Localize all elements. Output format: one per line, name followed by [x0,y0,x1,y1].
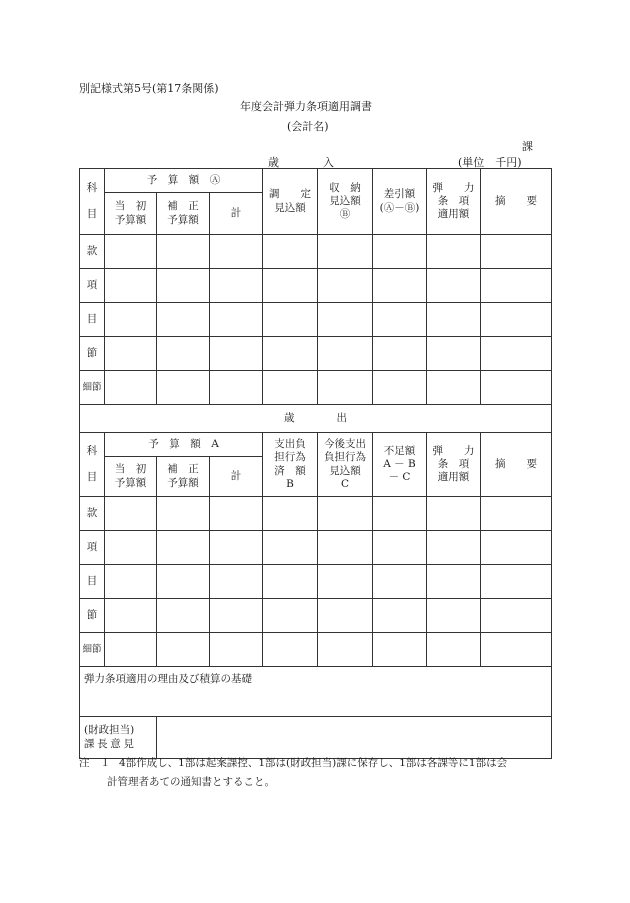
expenditure-executed-header: 支出負 担行為 済 額 B [263,433,318,497]
revenue-cell[interactable] [105,337,157,371]
revenue-cell[interactable] [373,337,427,371]
expenditure-row-label: 項 [80,531,105,565]
revenue-cell[interactable] [373,371,427,405]
note-label: 注 １ [79,757,111,769]
elastic-reason-field[interactable] [80,667,552,717]
revenue-cell[interactable] [481,337,552,371]
revenue-cell[interactable] [263,269,318,303]
revenue-cell[interactable] [157,303,210,337]
revenue-cell[interactable] [373,235,427,269]
expenditure-row-label: 目 [80,565,105,599]
expenditure-cell[interactable] [427,497,481,531]
expenditure-cell[interactable] [105,599,157,633]
expenditure-cell[interactable] [427,599,481,633]
expenditure-cell[interactable] [373,497,427,531]
expenditure-cell[interactable] [318,531,373,565]
revenue-cell[interactable] [427,303,481,337]
expenditure-cell[interactable] [481,497,552,531]
revenue-elastic-header: 弾 力 条 項 適用額 [427,169,481,235]
revenue-row-label: 項 [80,269,105,303]
revenue-budget-header: 予 算 額 Ⓐ [105,169,263,193]
expenditure-cell[interactable] [105,531,157,565]
revenue-cell[interactable] [157,235,210,269]
expenditure-cell[interactable] [373,633,427,667]
revenue-row-label: 款 [80,235,105,269]
expenditure-cell[interactable] [318,497,373,531]
revenue-subject-header: 科 目 [80,169,105,235]
expenditure-cell[interactable] [157,633,210,667]
note-line-1: 4部作成し、1部は起案課控、1部は(財政担当)課に保存し、1部は各課等に1部は会 [119,757,508,769]
expenditure-remarks-header: 摘 要 [481,433,552,497]
revenue-cell[interactable] [210,269,263,303]
expenditure-cell[interactable] [210,633,263,667]
expenditure-row-label: 細節 [80,633,105,667]
expenditure-cell[interactable] [210,497,263,531]
revenue-initial-header: 当 初 予算額 [105,193,157,235]
elastic-reason-label: 弾力条項適用の理由及び積算の基礎 [84,673,252,685]
expenditure-cell[interactable] [427,531,481,565]
revenue-supplementary-header: 補 正 予算額 [157,193,210,235]
revenue-remarks-header: 摘 要 [481,169,552,235]
revenue-cell[interactable] [427,371,481,405]
expenditure-cell[interactable] [157,531,210,565]
revenue-cell[interactable] [263,371,318,405]
expenditure-future-header: 今後支出 負担行為 見込額 C [318,433,373,497]
revenue-cell[interactable] [318,269,373,303]
revenue-section-label: 歳 入 [268,156,334,169]
department-label: 課 [522,140,533,153]
expenditure-section-label: 歳 出 [80,405,552,433]
expenditure-cell[interactable] [105,565,157,599]
expenditure-cell[interactable] [263,633,318,667]
revenue-cell[interactable] [105,303,157,337]
revenue-cell[interactable] [318,235,373,269]
revenue-cell[interactable] [427,269,481,303]
expenditure-total-header: 計 [210,457,263,497]
revenue-cell[interactable] [210,371,263,405]
elastic-clause-form [79,168,552,759]
form-number: 別記様式第5号(第17条関係) [79,82,219,95]
note-line-2: 計管理者あての通知書とすること。 [107,776,275,788]
expenditure-cell[interactable] [427,565,481,599]
expenditure-row-label: 款 [80,497,105,531]
revenue-row-label: 節 [80,337,105,371]
revenue-cell[interactable] [318,303,373,337]
revenue-cell[interactable] [481,303,552,337]
expenditure-cell[interactable] [373,565,427,599]
revenue-cell[interactable] [263,337,318,371]
revenue-cell[interactable] [318,337,373,371]
expenditure-cell[interactable] [263,531,318,565]
revenue-cell[interactable] [481,269,552,303]
revenue-received-header: 収 納 見込額 Ⓑ [318,169,373,235]
expenditure-cell[interactable] [481,599,552,633]
revenue-cell[interactable] [210,235,263,269]
expenditure-cell[interactable] [105,497,157,531]
expenditure-cell[interactable] [157,565,210,599]
expenditure-cell[interactable] [318,565,373,599]
revenue-cell[interactable] [157,337,210,371]
revenue-cell[interactable] [263,303,318,337]
expenditure-cell[interactable] [373,531,427,565]
revenue-cell[interactable] [481,235,552,269]
expenditure-cell[interactable] [210,599,263,633]
revenue-cell[interactable] [210,337,263,371]
revenue-cell[interactable] [373,303,427,337]
revenue-total-header: 計 [210,193,263,235]
expenditure-cell[interactable] [373,599,427,633]
revenue-cell[interactable] [263,235,318,269]
revenue-cell[interactable] [157,371,210,405]
expenditure-cell[interactable] [263,497,318,531]
revenue-cell[interactable] [427,337,481,371]
revenue-cell[interactable] [318,371,373,405]
revenue-cell[interactable] [105,235,157,269]
revenue-row-label: 目 [80,303,105,337]
expenditure-row-label: 節 [80,599,105,633]
unit-label: (単位 千円) [458,156,522,169]
document-title: 年度会計弾力条項適用調書 [240,100,372,113]
expenditure-cell[interactable] [481,633,552,667]
expenditure-initial-header: 当 初 予算額 [105,457,157,497]
expenditure-cell[interactable] [481,565,552,599]
revenue-cell[interactable] [105,269,157,303]
expenditure-cell[interactable] [157,599,210,633]
finance-opinion-field[interactable] [157,717,552,759]
expenditure-shortage-header: 不足額 A － B － C [373,433,427,497]
expenditure-cell[interactable] [105,633,157,667]
expenditure-cell[interactable] [318,599,373,633]
expenditure-cell[interactable] [427,633,481,667]
revenue-cell[interactable] [105,371,157,405]
expenditure-cell[interactable] [263,565,318,599]
accounting-name: (会計名) [287,120,329,133]
expenditure-cell[interactable] [157,497,210,531]
revenue-cell[interactable] [427,235,481,269]
revenue-difference-header: 差引額 (Ⓐ－Ⓑ) [373,169,427,235]
finance-opinion-label-cell: (財政担当) 課長意見 [80,717,157,759]
expenditure-supplementary-header: 補 正 予算額 [157,457,210,497]
expenditure-cell[interactable] [210,565,263,599]
revenue-cell[interactable] [481,371,552,405]
revenue-assessed-header: 調 定 見込額 [263,169,318,235]
expenditure-cell[interactable] [210,531,263,565]
revenue-row-label: 細節 [80,371,105,405]
expenditure-cell[interactable] [481,531,552,565]
revenue-cell[interactable] [210,303,263,337]
expenditure-subject-header: 科 目 [80,433,105,497]
revenue-cell[interactable] [373,269,427,303]
expenditure-budget-header: 予 算 額 A [105,433,263,457]
expenditure-cell[interactable] [263,599,318,633]
revenue-cell[interactable] [157,269,210,303]
expenditure-cell[interactable] [318,633,373,667]
expenditure-elastic-header: 弾 力 条 項 適用額 [427,433,481,497]
